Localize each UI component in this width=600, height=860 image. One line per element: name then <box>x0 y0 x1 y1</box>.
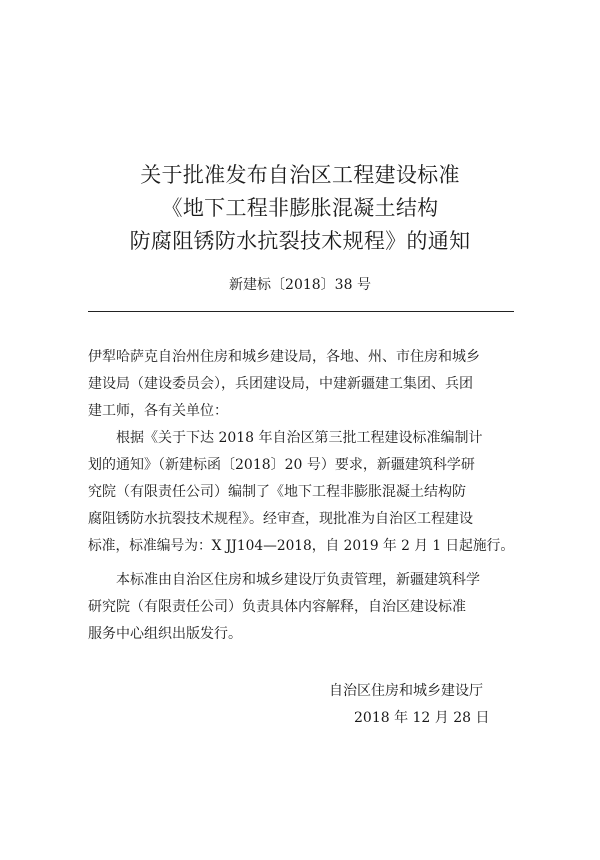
title-line-1: 关于批准发布自治区工程建设标准 <box>140 163 460 187</box>
paragraph-1-line: 究院（有限责任公司）编制了《地下工程非膨胀混凝土结构防 <box>88 484 466 500</box>
header-divider <box>88 311 514 312</box>
paragraph-2-line: 服务中心组织出版发行。 <box>88 626 242 642</box>
paragraph-1-line: 标准，标准编号为：X JJ104—2018，自 2019 年 2 月 1 日起施行。 <box>88 538 515 554</box>
paragraph-2-line: 研究院（有限责任公司）负责具体内容解释，自治区建设标准 <box>88 599 466 615</box>
paragraph-1-line: 腐阻锈防水抗裂技术规程》。经审查，现批准为自治区工程建设 <box>88 511 473 527</box>
paragraph-2-line: 本标准由自治区住房和城乡建设厅负责管理，新疆建筑科学 <box>116 572 480 588</box>
paragraph-1-line: 划的通知》（新建标函〔2018〕20 号）要求，新疆建筑科学研 <box>88 457 475 473</box>
document-number: 新建标〔2018〕38 号 <box>229 277 371 293</box>
issuer-name: 自治区住房和城乡建设厅 <box>329 683 483 699</box>
recipients-line: 建设局（建设委员会），兵团建设局，中建新疆建工集团、兵团 <box>88 376 473 392</box>
recipients-line: 伊犁哈萨克自治州住房和城乡建设局，各地、州、市住房和城乡 <box>88 349 480 365</box>
title-line-2: 《地下工程非膨胀混凝土结构 <box>161 196 439 220</box>
recipients-line: 建工师，各有关单位： <box>88 403 228 419</box>
title-line-3: 防腐阻锈防水抗裂技术规程》的通知 <box>129 229 471 253</box>
paragraph-1-line: 根据《关于下达 2018 年自治区第三批工程建设标准编制计 <box>116 430 483 446</box>
issue-date: 2018 年 12 月 28 日 <box>354 710 490 726</box>
